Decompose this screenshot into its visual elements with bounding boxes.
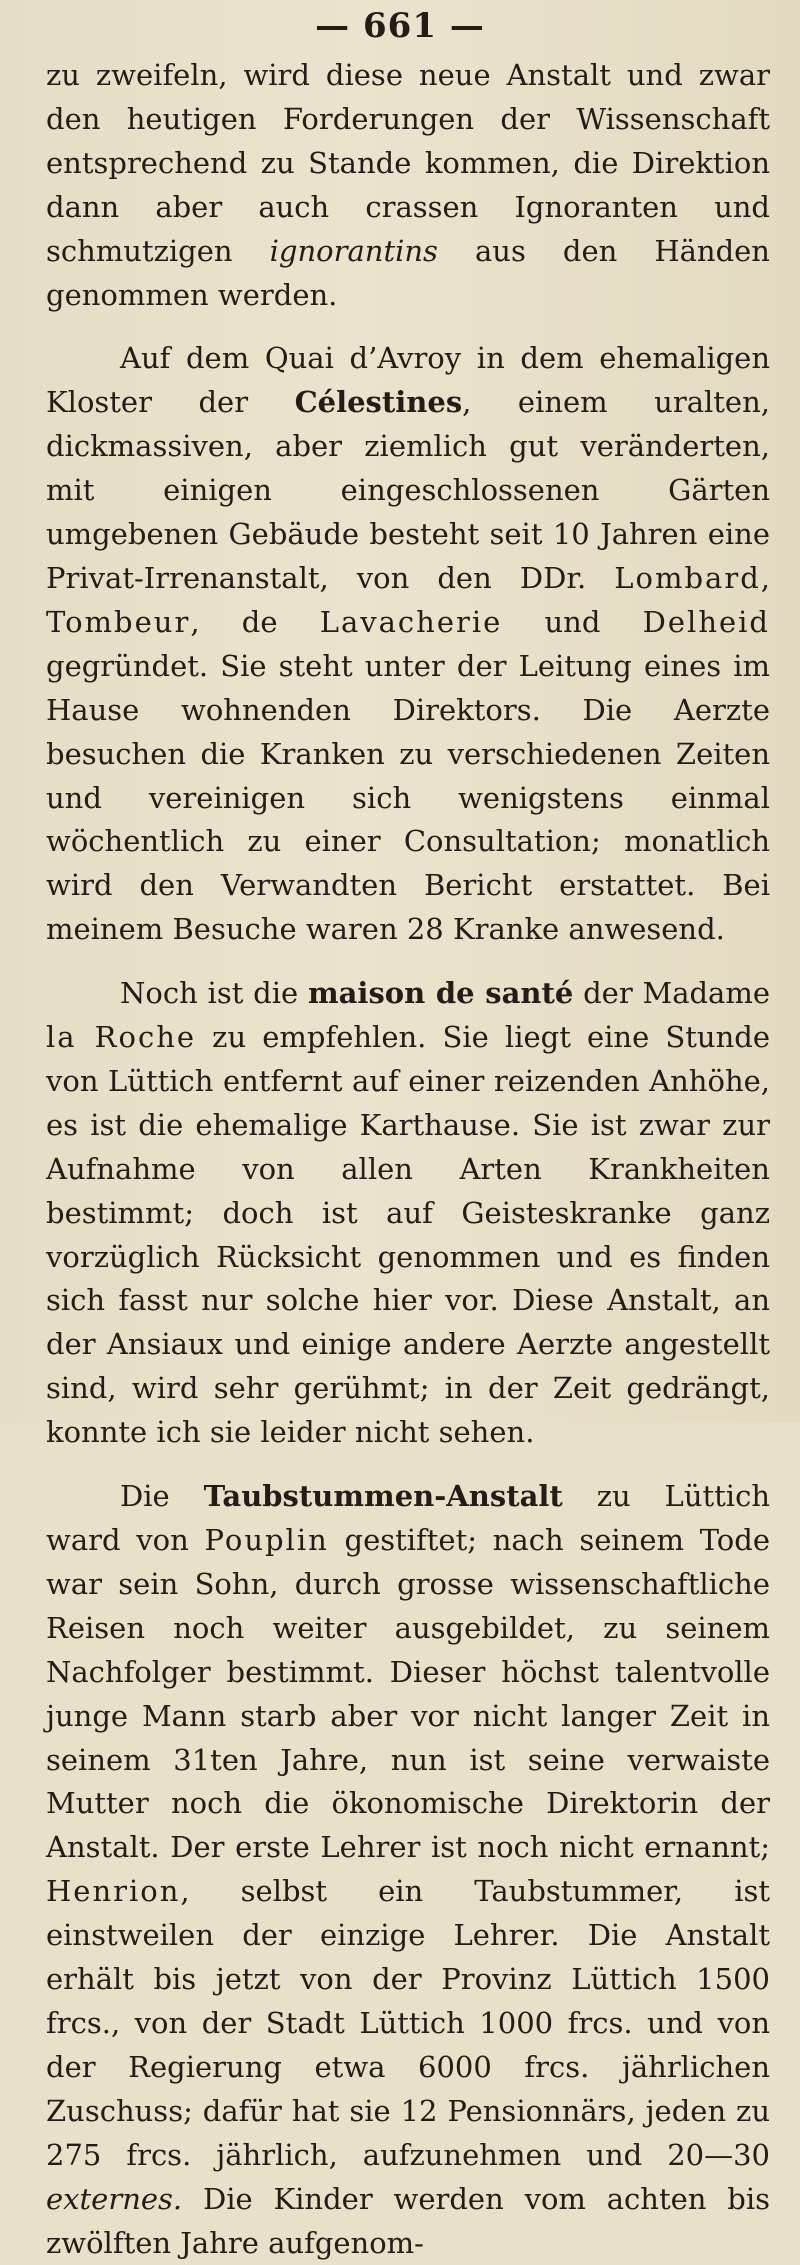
emphasis-spaced: Pouplin — [204, 1523, 329, 1557]
emphasis-spaced: Lavacherie — [319, 604, 503, 639]
text-run: Noch ist die — [120, 976, 308, 1011]
emphasis-spaced: Lombard — [614, 560, 761, 595]
text-run: zu zweifeln, wird diese neue Anstalt und zwar den heutigen Forderungen der Wissenschaft entsprechend zu Stande kommen, die Direktion dann aber auch crassen Ignoranten und schmutzigen — [46, 58, 770, 268]
page-number: — 661 — — [315, 6, 485, 46]
text-run: , — [760, 560, 770, 595]
text-run: , de — [190, 604, 320, 639]
paragraph-p3 — [46, 972, 770, 1455]
text-run: Die — [120, 1479, 204, 1514]
emphasis-bold: maison de santé — [307, 976, 574, 1011]
text-run: Auf dem Quai d’Avroy in dem ehemaligen Kloster der — [46, 341, 770, 420]
text-run: , selbst ein Taubstummer, ist einstweilen der einzige Lehrer. Die Anstalt erhält bis jetzt von der Provinz Lüttich 1500 frcs., von der Stadt Lüttich 1000 frcs. und von der Regierung etwa 6000 frcs. jährlichen Zuschuss; dafür hat sie 12 Pensionnärs, jeden zu 275 frcs. jährlich, aufzunehmen und 20—30 — [46, 1874, 770, 2172]
text-run: zu empfehlen. Sie liegt eine Stunde von Lüttich entfernt auf einer reizenden Anhöhe, es ist die ehemalige Karthause. Sie ist zwar zur Aufnahme von allen Arten Krankheiten bestimmt; doch ist auf Geisteskranke ganz vorzüglich Rücksicht genommen und es finden sich fasst nur solche hier vor. Diese Anstalt, an der Ansiaux und einige andere Aerzte angestellt sind, wird sehr gerühmt; in der Zeit gedrängt, konnte ich sie leider nicht sehen. — [46, 1020, 770, 1450]
emphasis-spaced: Tombeur — [46, 604, 191, 639]
text-run: gestiftet; nach seinem Tode war sein Sohn, durch grosse wissenschaftliche Reisen noch weiter ausgebildet, zu seinem Nachfolger bestimmt. Dieser höchst talentvolle junge Mann starb aber vor nicht langer Zeit in seinem 31ten Jahre, nun ist seine verwaiste Mutter noch die ökonomische Direktorin der Anstalt. Der erste Lehrer ist noch nicht ernannt; — [46, 1523, 770, 1865]
paragraph-p2 — [46, 337, 770, 952]
text-run: gegründet. Sie steht unter der Leitung eines im Hause wohnenden Direktors. Die Aerzte besuchen die Kranken zu verschiedenen Zeiten und vereinigen sich wenigstens einmal wöchentlich zu einer Consultation; monatlich wird den Verwandten Bericht erstattet. Bei meinem Besuche waren 28 Kranke anwesend. — [46, 648, 770, 947]
text-run: aus den Händen genommen werden. — [46, 233, 770, 312]
text-run: zu Lüttich ward von — [46, 1479, 770, 1557]
emphasis-bold: Taubstummen-Anstalt — [203, 1479, 563, 1514]
paragraph-p1 — [46, 54, 770, 317]
text-body — [46, 54, 770, 2265]
emphasis-italic: externes. — [46, 2181, 183, 2216]
emphasis-spaced: Henrion — [46, 1874, 181, 1909]
text-run: Die Kinder werden vom achten bis zwölften Jahre aufgenom- — [46, 2181, 770, 2260]
emphasis-italic: ignorantins — [269, 233, 438, 268]
text-run: , einem uralten, dickmassiven, aber ziemlich gut veränderten, mit einigen eingeschlossenen Gärten umgebenen Gebäude besteht seit 10 Jahren eine Privat-Irrenanstalt, von den DDr. — [46, 385, 770, 595]
paragraph-p4 — [46, 1475, 770, 2265]
text-run: der Madame — [573, 976, 770, 1011]
emphasis-bold: Célestines — [294, 385, 463, 420]
emphasis-spaced: Delheid — [642, 604, 770, 639]
emphasis-spaced: la Roche — [46, 1020, 197, 1055]
text-run: und — [502, 604, 643, 639]
